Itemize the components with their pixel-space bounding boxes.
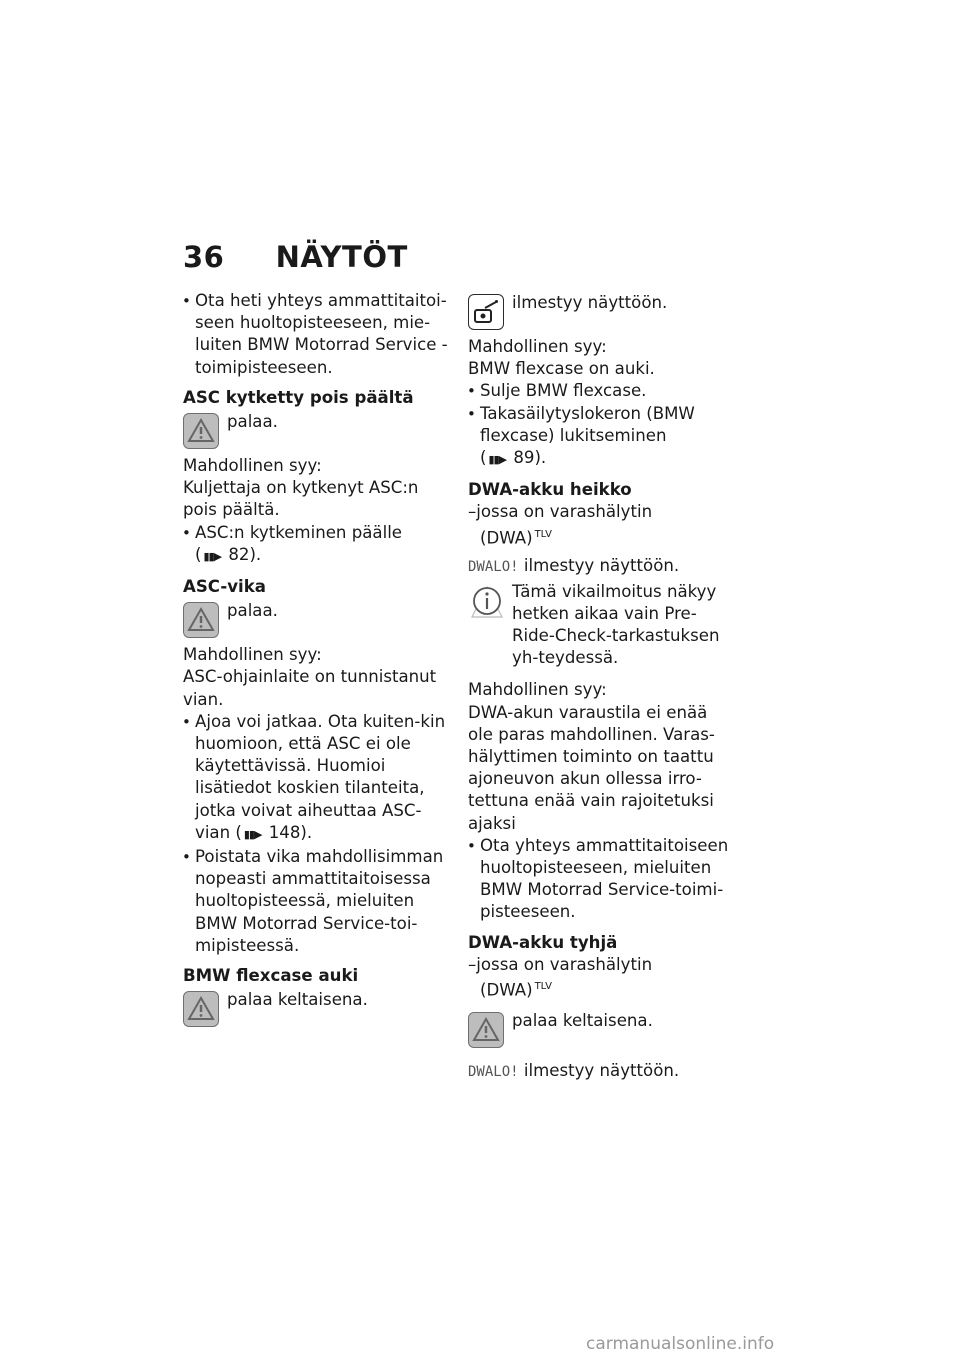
list-item: • Ota yhteys ammattitaitoiseen huoltopisteeseen, mieluiten BMW Motorrad Service-toimi-pisteeseen. xyxy=(468,835,736,924)
cause-text: DWA-akun varaustila ei enää ole paras mahdollinen. Varas-hälyttimen toiminto on taattu ajoneuvon akun ollessa irro-tettuna enää vain rajoitetuksi ajaksi xyxy=(468,702,715,833)
variant-note: (DWA) $^{TLV}$ xyxy=(480,980,552,1000)
cause-text: BMW flexcase on auki. xyxy=(468,359,655,379)
info-icon xyxy=(468,581,506,621)
display-message-row: DWALO! ilmestyy näyttöön. xyxy=(468,556,680,576)
cause-label: Mahdollinen syy: xyxy=(183,456,322,476)
indicator-text: palaa keltaisena. xyxy=(512,1010,653,1030)
left-column xyxy=(183,290,451,1033)
cause-text: Kuljettaja on kytkenyt ASC:n pois päältä. xyxy=(183,478,419,520)
page-header xyxy=(183,240,408,280)
list-item: • Poistata vika mahdollisimman nopeasti ammattitaitoisessa huoltopisteessä, mieluiten BMW Motorrad Service-toi-mipisteessä. xyxy=(183,846,451,957)
page-number: 36 xyxy=(183,240,225,274)
list-item: • Ota heti yhteys ammattitaitoi-seen huoltopisteeseen, mie-luiten BMW Motorrad Service -toimipisteeseen. xyxy=(183,290,451,379)
list-item: • Ajoa voi jatkaa. Ota kuiten-kin huomioon, että ASC ei ole käytettävissä. Huomioi lisätiedot koskien tilanteita, jotka voivat aiheuttaa ASC-vian ( ▮▮▶ 148). xyxy=(183,711,451,846)
section-heading-dwa-empty: DWA-akku tyhjä xyxy=(468,932,618,952)
list-item: • Sulje BMW flexcase. xyxy=(468,380,736,402)
indicator-row xyxy=(183,989,451,1029)
info-note xyxy=(468,581,736,670)
list-item: • Takasäilytyslokeron (BMW flexcase) lukitseminen ( ▮▮▶ 89). xyxy=(468,403,736,472)
display-message-row: DWALO! ilmestyy näyttöön. xyxy=(468,1060,680,1080)
warning-triangle-icon xyxy=(468,1012,504,1048)
indicator-row xyxy=(468,292,736,332)
info-text: Tämä vikailmoitus näkyy hetken aikaa vain Pre-Ride-Check-tarkastuksen yh-teydessä. xyxy=(512,581,720,668)
section-heading-asc-off: ASC kytketty pois päältä xyxy=(183,387,414,407)
section-heading-dwa-low: DWA-akku heikko xyxy=(468,480,632,500)
indicator-row xyxy=(183,411,451,451)
indicator-row xyxy=(468,1010,736,1050)
indicator-text: palaa. xyxy=(227,412,278,432)
watermark: carmanualsonline.info xyxy=(586,1334,775,1354)
display-code: DWALO! xyxy=(468,559,519,576)
cause-label: Mahdollinen syy: xyxy=(183,645,322,665)
cause-label: Mahdollinen syy: xyxy=(468,680,607,700)
variant-note: –jossa on varashälytin xyxy=(468,502,653,522)
warning-triangle-icon xyxy=(183,602,219,638)
cause-label: Mahdollinen syy: xyxy=(468,337,607,356)
cause-text: ASC-ohjainlaite on tunnistanut vian. xyxy=(183,667,437,709)
indicator-row xyxy=(183,600,451,640)
indicator-text: palaa. xyxy=(227,601,278,621)
variant-note: –jossa on varashälytin xyxy=(468,954,653,974)
variant-note: (DWA) $^{TLV}$ xyxy=(480,528,552,548)
arrow-right-icon: ▮▮▶ xyxy=(243,827,262,841)
list-item: • ASC:n kytkeminen päälle ( ▮▮▶ 82). xyxy=(183,522,451,568)
indicator-text: palaa keltaisena. xyxy=(227,990,368,1010)
section-heading-asc-fault: ASC-vika xyxy=(183,577,266,597)
warning-triangle-icon xyxy=(183,991,219,1027)
section-heading-flexcase: BMW flexcase auki xyxy=(183,966,359,986)
flexcase-icon xyxy=(468,294,504,330)
warning-triangle-icon xyxy=(183,413,219,449)
indicator-text: ilmestyy näyttöön. xyxy=(512,293,668,312)
arrow-right-icon: ▮▮▶ xyxy=(203,549,222,563)
right-column xyxy=(468,290,736,1083)
display-code: DWALO! xyxy=(468,1063,519,1080)
page-title: NÄYTÖT xyxy=(275,240,408,274)
arrow-right-icon: ▮▮▶ xyxy=(488,453,507,467)
